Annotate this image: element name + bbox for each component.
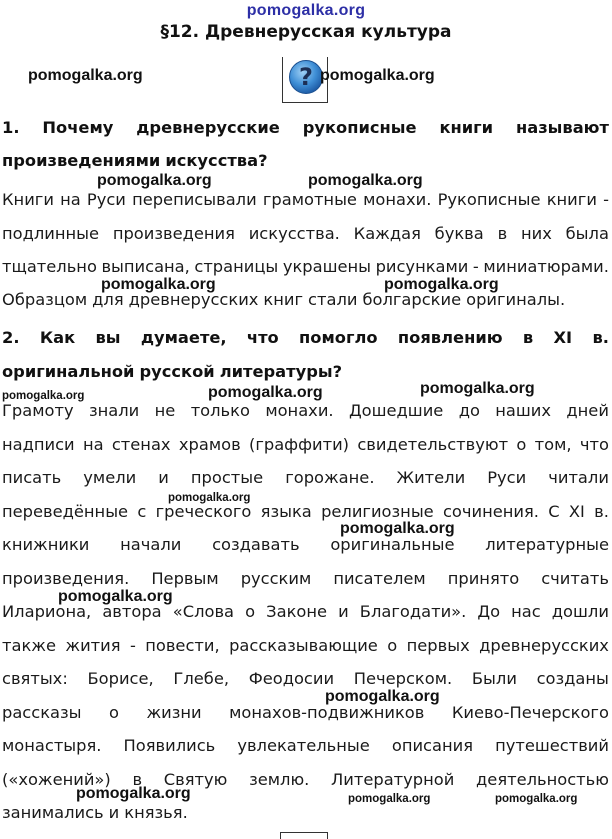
word: грамотные (262, 190, 357, 209)
watermark-label: pomogalka.org (320, 67, 435, 84)
word: описания (391, 736, 473, 755)
watermark-label: pomogalka.org (348, 793, 431, 805)
word: считать (541, 569, 609, 588)
word: повести, (145, 636, 220, 655)
word: стали (308, 290, 358, 309)
watermark-label: pomogalka.org (2, 390, 85, 402)
word: произведениями (2, 151, 161, 170)
word: - (129, 636, 136, 655)
word: том, (534, 435, 572, 454)
word: 2. (2, 328, 20, 347)
watermark-label: pomogalka.org (101, 276, 216, 293)
answer-1-line (2, 257, 609, 276)
word: монахи. (265, 401, 334, 420)
watermark-label: pomogalka.org (76, 785, 191, 802)
word: начали (120, 535, 182, 554)
word: и (338, 602, 349, 621)
word: произведения. (2, 569, 130, 588)
word: рисунками (375, 257, 469, 276)
word: Каждая (353, 224, 421, 243)
word: миниатюрами. (483, 257, 609, 276)
word: монахи. (363, 190, 432, 209)
word: XI (553, 328, 573, 347)
word: жития (65, 636, 121, 655)
word: Литературной (331, 770, 455, 789)
word: дошли (551, 602, 609, 621)
word: Глебе, (173, 669, 230, 688)
word: религиозные (321, 502, 434, 521)
word: святых: (2, 669, 68, 688)
bottom-box-fragment (280, 832, 328, 839)
word: литературы? (219, 362, 343, 381)
word: умели (83, 468, 137, 487)
word: С (548, 502, 560, 521)
word: украшены (282, 257, 372, 276)
watermark-label: pomogalka.org (208, 384, 323, 401)
word: искусства? (165, 151, 268, 170)
word: Дошедшие (348, 401, 444, 420)
word: о (516, 435, 527, 454)
watermark-label: pomogalka.org (420, 380, 535, 397)
word: в. (592, 328, 609, 347)
word: страницы (194, 257, 279, 276)
word: Были (471, 669, 517, 688)
answer-2-line (2, 602, 609, 621)
word: сочинения. (442, 502, 539, 521)
question-mark-icon[interactable] (288, 59, 324, 99)
word: Борисе, (87, 669, 154, 688)
answer-1-line (2, 290, 609, 309)
word: 1. (2, 118, 20, 137)
watermark-label: pomogalka.org (28, 67, 143, 84)
answer-1-line (2, 190, 609, 209)
word: литературные (485, 535, 609, 554)
word: Первым (151, 569, 219, 588)
word: выписана, (101, 257, 190, 276)
word: и (108, 803, 120, 822)
word: наших (495, 401, 552, 420)
word: принято (447, 569, 520, 588)
word: созданы (536, 669, 609, 688)
watermark-label: pomogalka.org (340, 520, 455, 537)
word: стенах (111, 435, 171, 454)
word: на (60, 190, 81, 209)
word: них (520, 224, 552, 243)
word: нас (511, 602, 541, 621)
watermark-label: pomogalka.org (97, 172, 212, 189)
word: древнерусские (136, 118, 280, 137)
word: о (109, 703, 119, 722)
word: Появились (123, 736, 216, 755)
word: Святую (163, 770, 228, 789)
word: искусства. (248, 224, 340, 243)
word: автора (102, 602, 162, 621)
word: рассказывающие (229, 636, 378, 655)
word: Феодосии (248, 669, 335, 688)
word: (граффити) (248, 435, 350, 454)
answer-2-line (2, 669, 609, 688)
watermark-label: pomogalka.org (495, 793, 578, 805)
svg-text:?: ? (299, 63, 313, 91)
word: что (579, 435, 609, 454)
word: первых (406, 636, 470, 655)
word: Книги (2, 190, 54, 209)
word: монастыря. (2, 736, 102, 755)
word: называют (515, 118, 609, 137)
word: и (158, 468, 169, 487)
word: вы (95, 328, 121, 347)
word: горожане. (285, 468, 375, 487)
word: произведения (112, 224, 235, 243)
word: читали (548, 468, 609, 487)
word: в (497, 224, 508, 243)
word: дней (566, 401, 609, 420)
word: на (82, 435, 104, 454)
word: в (132, 770, 143, 789)
word: переписывали (132, 190, 257, 209)
word: в (522, 328, 534, 347)
word: болгарские (362, 290, 462, 309)
word: писателем (333, 569, 426, 588)
word: князья. (124, 803, 188, 822)
word: думаете, (140, 328, 227, 347)
word: Руси (86, 190, 126, 209)
word: была (565, 224, 609, 243)
word: русской (139, 362, 215, 381)
word: XI (568, 502, 585, 521)
word: «Слова (172, 602, 235, 621)
word: Образцом (2, 290, 88, 309)
word: помогло (299, 328, 378, 347)
word: не (154, 401, 176, 420)
word: Благодати». (359, 602, 467, 621)
answer-2-line (2, 401, 609, 420)
word: путешествий (495, 736, 609, 755)
answer-2-line (2, 736, 609, 755)
word: для (92, 290, 124, 309)
word: Рукописные (437, 190, 541, 209)
word: простые (190, 468, 264, 487)
watermark-label: pomogalka.org (168, 492, 251, 504)
word: древнерусских (128, 290, 259, 309)
watermark-label: pomogalka.org (384, 276, 499, 293)
word: Грамоту (2, 401, 74, 420)
word: монахов-подвижников (229, 703, 425, 722)
word: Жители (396, 468, 466, 487)
word: подлинные (2, 224, 100, 243)
word: переведённые (2, 502, 129, 521)
question-1-line (2, 151, 609, 170)
answer-2-line (2, 535, 609, 554)
word: рукописные (302, 118, 417, 137)
word: языка (260, 502, 312, 521)
answer-2-line (2, 703, 609, 722)
word: Печерском. (353, 669, 453, 688)
word: в. (594, 502, 609, 521)
word: буква (434, 224, 484, 243)
page-title: §12. Древнерусская культура (160, 22, 452, 42)
word: Илариона, (2, 602, 92, 621)
word: книжники (2, 535, 90, 554)
answer-2-line (2, 502, 609, 521)
word: оригинальной (2, 362, 135, 381)
word: книг (263, 290, 304, 309)
word: свидетельствуют (357, 435, 509, 454)
word: До (477, 602, 501, 621)
word: с (137, 502, 147, 521)
answer-2-line (2, 569, 609, 588)
word: рассказы (2, 703, 82, 722)
word: что (246, 328, 279, 347)
word: оригиналы. (466, 290, 566, 309)
word: жизни (146, 703, 202, 722)
word: увлекательные (237, 736, 370, 755)
word: храмов (178, 435, 241, 454)
word: - (472, 257, 479, 276)
question-2-line (2, 362, 609, 381)
word: Законе (266, 602, 328, 621)
watermark-label: pomogalka.org (308, 172, 423, 189)
word: писать (2, 468, 62, 487)
word: деятельностью (476, 770, 609, 789)
watermark-top: pomogalka.org (246, 2, 366, 19)
word: книги (546, 190, 597, 209)
word: также (2, 636, 56, 655)
word: книги (439, 118, 494, 137)
word: до (458, 401, 480, 420)
word: надписи (2, 435, 75, 454)
watermark-label: pomogalka.org (325, 688, 440, 705)
word: о (387, 636, 398, 655)
word: землю. (249, 770, 310, 789)
word: Руси (487, 468, 527, 487)
word: («хожений») (2, 770, 111, 789)
question-2-line (2, 328, 609, 347)
word: Почему (42, 118, 114, 137)
word: оригинальные (330, 535, 455, 554)
word: греческого (155, 502, 252, 521)
answer-2-line (2, 803, 609, 822)
answer-2-line (2, 636, 609, 655)
word: знали (88, 401, 140, 420)
word: появлению (397, 328, 503, 347)
question-1-line (2, 118, 609, 137)
answer-2-line (2, 468, 609, 487)
word: только (190, 401, 250, 420)
word: о (245, 602, 256, 621)
word: древнерусских (479, 636, 609, 655)
word: тщательно (2, 257, 97, 276)
word: русским (240, 569, 312, 588)
word: занимались (2, 803, 104, 822)
watermark-label: pomogalka.org (58, 588, 173, 605)
word: - (603, 190, 609, 209)
word: создавать (212, 535, 300, 554)
word: Киево-Печерского (451, 703, 609, 722)
answer-1-line (2, 224, 609, 243)
word: Как (39, 328, 76, 347)
answer-2-line (2, 435, 609, 454)
